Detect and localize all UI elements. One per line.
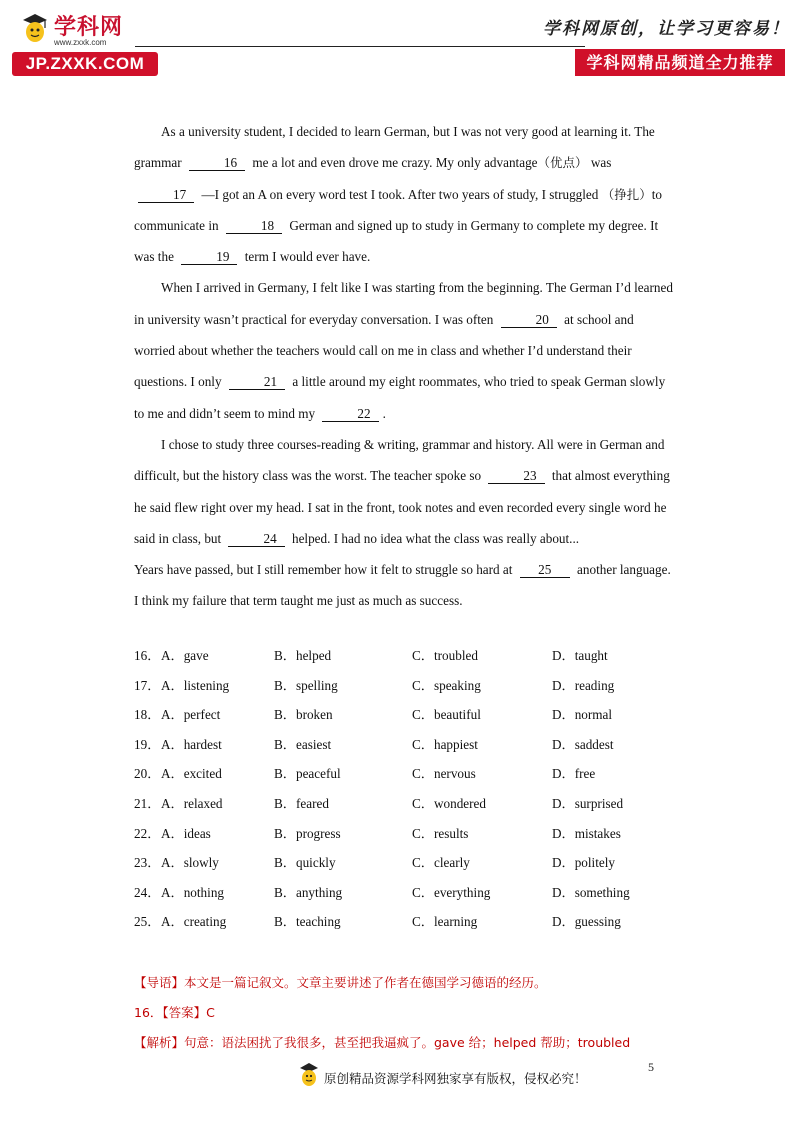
logo-url: www.zxxk.com	[54, 38, 107, 47]
cloze-passage	[134, 116, 674, 617]
option-c: C．nervous	[412, 766, 476, 782]
option-d: D．mistakes	[552, 825, 621, 841]
question-number: 19．	[134, 736, 161, 752]
chinese-gloss: （挣扎）	[601, 186, 652, 202]
question-number: 20．	[134, 766, 161, 782]
passage-text: was	[590, 155, 612, 171]
question-number: 25．	[134, 914, 161, 930]
option-d: D．normal	[552, 707, 613, 723]
paragraph-2	[134, 272, 674, 428]
option-a: A．perfect	[161, 707, 221, 723]
question-number: 24．	[134, 884, 161, 900]
option-b: B．broken	[274, 707, 333, 723]
option-b: B．teaching	[274, 914, 341, 930]
option-a: A．listening	[161, 677, 230, 693]
option-c: C．happiest	[412, 736, 478, 752]
option-c: C．speaking	[412, 677, 481, 693]
option-d: D．taught	[552, 648, 608, 663]
site-logo	[10, 8, 160, 80]
blank-20: 20	[501, 312, 557, 328]
question-number: 16．	[134, 648, 161, 663]
option-d: D．politely	[552, 855, 616, 871]
option-a: A．gave	[161, 648, 209, 663]
passage-text: that almost everything he said flew right over my head. I sat in the front, took notes and even recorded every single word he said in class, but	[134, 468, 670, 546]
option-c: C．learning	[412, 914, 478, 930]
passage-text: me a lot and even drove me crazy. My only advantage	[252, 155, 538, 171]
option-row	[134, 910, 674, 940]
passage-text: at school and worried about whether the teachers would call on me in class and whether I’d understand their questions. I only	[134, 311, 634, 390]
option-c: C．results	[412, 825, 469, 841]
passage-text: .	[382, 405, 386, 421]
option-row	[134, 703, 674, 733]
option-a: A．nothing	[161, 884, 225, 900]
passage-text: Years have passed, but I still remember how it felt to struggle so hard at	[134, 562, 513, 578]
page-number: 5	[648, 1060, 654, 1074]
option-c: C．beautiful	[412, 707, 481, 723]
answer-analysis	[134, 968, 674, 1058]
mascot-icon	[20, 12, 50, 46]
option-a: A．excited	[161, 766, 222, 782]
blank-18: 18	[226, 218, 282, 234]
paragraph-4	[134, 554, 674, 617]
option-c: C．troubled	[412, 648, 478, 663]
option-b: B．peaceful	[274, 766, 341, 782]
passage-text: helped. I had no idea what the class was really about...	[291, 530, 580, 546]
chinese-gloss: （优点）	[537, 155, 588, 171]
question-number: 22．	[134, 825, 161, 841]
option-a: A．ideas	[161, 825, 211, 841]
logo-text: 学科网	[54, 15, 124, 40]
option-b: B．spelling	[274, 677, 338, 693]
answer-text: 16．【答案】C	[134, 1005, 215, 1020]
option-d: D．free	[552, 766, 596, 782]
option-b: B．progress	[274, 825, 341, 841]
option-a: A．hardest	[161, 736, 222, 752]
paragraph-1	[134, 116, 674, 272]
option-b: B．helped	[274, 648, 332, 663]
option-c: C．clearly	[412, 855, 470, 871]
mascot-icon	[298, 1062, 320, 1088]
option-row	[134, 733, 674, 763]
blank-17: 17	[138, 187, 194, 203]
option-row	[134, 644, 674, 674]
copyright-text: 原创精品资源学科网独家享有版权，侵权必究！	[324, 1071, 587, 1086]
question-number: 18．	[134, 707, 161, 723]
option-row	[134, 792, 674, 822]
option-row	[134, 674, 674, 704]
logo-jp-badge: JP.ZXXK.COM	[12, 52, 158, 76]
option-d: D．saddest	[552, 736, 614, 752]
blank-21: 21	[229, 374, 285, 390]
option-row	[134, 762, 674, 792]
passage-text: As a university student, I decided to learn German, but I was not very good at learning it. The grammar	[134, 124, 655, 171]
question-number: 21．	[134, 795, 161, 811]
blank-25: 25	[520, 562, 570, 578]
option-a: A．slowly	[161, 855, 219, 871]
blank-16: 16	[189, 155, 245, 171]
option-d: D．guessing	[552, 914, 621, 930]
header-slogan: 学科网原创，让学习更容易！	[543, 19, 790, 39]
option-b: B．feared	[274, 795, 329, 811]
passage-text: When I arrived in Germany, I felt like I was starting from the beginning. The German I’d learned in university wasn’t practical for everyday conversation. I was often	[134, 280, 673, 327]
passage-text: I chose to study three courses-reading & writing, grammar and history. All were in German and difficult, but the history class was the worst. The teacher spoke so	[134, 436, 665, 484]
option-d: D．reading	[552, 677, 615, 693]
blank-19: 19	[181, 249, 237, 265]
option-d: D．something	[552, 884, 630, 900]
passage-text: a little around my eight roommates, who tried to speak German slowly to me and didn’t seem to mind my	[134, 374, 666, 421]
passage-text: term I would ever have.	[244, 249, 371, 265]
option-d: D．surprised	[552, 795, 624, 811]
option-a: A．creating	[161, 914, 227, 930]
blank-24: 24	[228, 531, 284, 547]
passage-text: German and signed up to study in Germany to complete my degree. It was the	[134, 217, 659, 265]
option-row	[134, 822, 674, 852]
passage-text: to communicate in	[134, 186, 662, 233]
intro-text: 【导语】本文是一篇记叙文。文章主要讲述了作者在德国学习德语的经历。	[134, 975, 547, 990]
explanation-text: 【解析】句意：语法困扰了我很多，甚至把我逼疯了。gave 给；helped 帮助；troubled	[134, 1035, 631, 1050]
answer-options	[134, 644, 674, 940]
option-b: B．easiest	[274, 736, 332, 752]
option-row	[134, 851, 674, 881]
option-b: B．anything	[274, 884, 343, 900]
question-number: 23．	[134, 855, 161, 871]
header-divider	[135, 46, 585, 47]
option-b: B．quickly	[274, 855, 336, 871]
blank-22: 22	[322, 406, 378, 422]
option-c: C．everything	[412, 884, 491, 900]
option-c: C．wondered	[412, 795, 486, 811]
option-a: A．relaxed	[161, 795, 223, 811]
passage-text: another language. I think my failure that term taught me just as much as success.	[134, 562, 671, 609]
option-row	[134, 881, 674, 911]
paragraph-3	[134, 429, 674, 554]
blank-23: 23	[488, 468, 544, 484]
header-banner: 学科网精品频道全力推荐	[575, 49, 785, 76]
question-number: 17．	[134, 677, 161, 693]
passage-text: —I got an A on every word test I took. After two years of study, I struggled	[201, 186, 599, 202]
